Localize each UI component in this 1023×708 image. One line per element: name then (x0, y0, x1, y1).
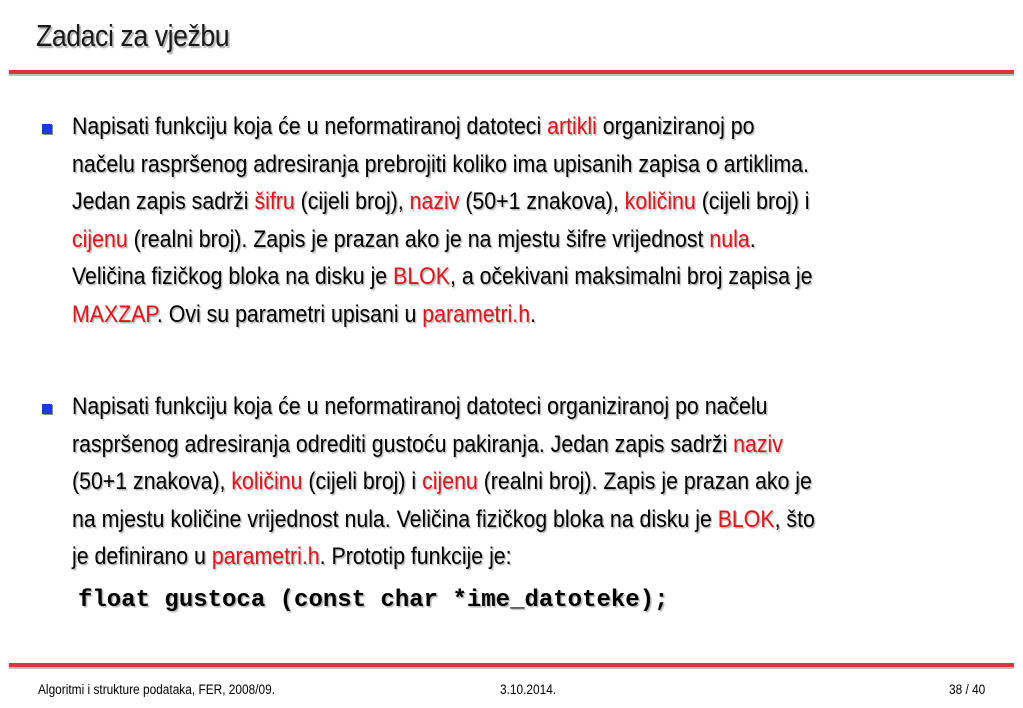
text-segment: (50+1 znakova), (72, 468, 232, 495)
highlighted-term: količinu (624, 188, 696, 215)
text-segment: na mjestu količine vrijednost nula. Veličina fizičkog bloka na disku je (72, 505, 718, 533)
text-segment: (cijeli broj) i (302, 468, 423, 495)
text-segment: načelu raspršenog adresiranja prebrojiti koliko ima upisanih zapisa o artiklima. (72, 150, 809, 178)
footer-divider (9, 663, 1014, 669)
highlighted-term: naziv (733, 430, 783, 458)
highlighted-term: artikli (547, 113, 597, 140)
highlighted-term: naziv (409, 188, 460, 215)
text-segment: , a očekivani maksimalni broj zapisa je (449, 263, 813, 290)
bullet-square-icon (42, 124, 52, 134)
paragraph-line (72, 538, 977, 576)
paragraph-line (72, 108, 977, 146)
paragraph-line (72, 183, 977, 221)
title-divider (9, 70, 1014, 76)
paragraph-line (72, 463, 977, 501)
paragraph-line (72, 146, 977, 184)
paragraph-line (72, 388, 977, 426)
slide-title: Zadaci za vježbu (36, 18, 230, 53)
highlighted-term: nula (709, 225, 750, 253)
highlighted-term: parametri.h (422, 300, 531, 328)
text-segment: je definirano u (72, 543, 212, 570)
highlighted-term: BLOK (717, 505, 775, 533)
paragraph-line (72, 501, 977, 539)
text-segment: , što (774, 505, 815, 533)
text-segment: Jedan zapis sadrži (72, 188, 255, 215)
text-segment: organiziranoj po (596, 113, 755, 140)
text-segment: (cijeli broj), (294, 188, 410, 215)
paragraph-line (72, 296, 977, 334)
text-segment: . (530, 300, 537, 328)
text-segment: (50+1 znakova), (459, 188, 625, 215)
text-segment: (cijeli broj) i (695, 188, 810, 215)
footer-course: Algoritmi i strukture podataka, FER, 2008/09. (38, 682, 276, 697)
bullet-paragraph-2 (72, 388, 977, 576)
footer-page-number: 38 / 40 (948, 682, 985, 697)
paragraph-line (72, 258, 977, 296)
text-segment: (realni broj). Zapis je prazan ako je na mjestu šifre vrijednost (127, 225, 710, 253)
highlighted-term: MAXZAP (72, 300, 157, 328)
text-segment: Napisati funkciju koja će u neformatiranoj datoteci (72, 113, 548, 140)
highlighted-term: BLOK (393, 263, 450, 290)
bullet-square-icon (42, 404, 52, 414)
text-segment: Veličina fizičkog bloka na disku je (72, 263, 394, 290)
highlighted-term: cijenu (72, 225, 128, 253)
bullet-paragraph-1 (72, 108, 977, 333)
text-segment: raspršenog adresiranja odrediti gustoću pakiranja. Jedan zapis sadrži (72, 430, 734, 458)
paragraph-line (72, 221, 977, 259)
code-prototype: float gustoca (const char *ime_datoteke); (78, 587, 669, 614)
text-segment: . (749, 225, 756, 253)
highlighted-term: šifru (254, 188, 295, 215)
highlighted-term: cijenu (422, 468, 478, 495)
text-segment: . Ovi su parametri upisani u (156, 300, 423, 328)
text-segment: Napisati funkciju koja će u neformatiranoj datoteci organiziranoj po načelu (72, 393, 768, 420)
highlighted-term: količinu (231, 468, 303, 495)
paragraph-line (72, 426, 977, 464)
highlighted-term: parametri.h (211, 543, 320, 570)
footer-date: 3.10.2014. (500, 682, 557, 697)
text-segment: . Prototip funkcije je: (319, 543, 512, 570)
text-segment: (realni broj). Zapis je prazan ako je (477, 468, 812, 495)
